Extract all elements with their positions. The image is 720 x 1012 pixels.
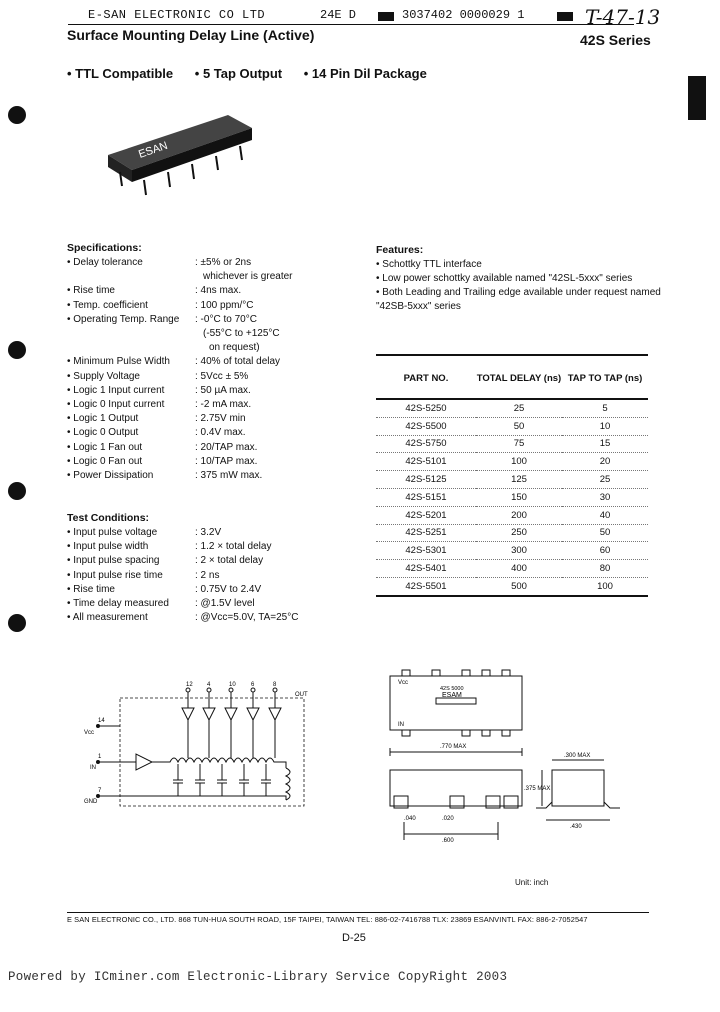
test-conditions-heading: Test Conditions:	[67, 512, 150, 524]
tap-number: 10	[229, 682, 236, 688]
spec-row: on request)	[209, 342, 260, 354]
col-tap-to-tap: TAP TO TAP (ns)	[562, 358, 648, 399]
test-row: • Rise time : 0.75V to 2.4V	[67, 583, 262, 595]
spec-row: • Temp. coefficient : 100 ppm/°C	[67, 299, 254, 311]
spec-row: • Rise time : 4ns max.	[67, 285, 242, 297]
table-row: 42S-5500 50 10	[376, 417, 648, 435]
circuit-schematic	[84, 676, 320, 816]
dim-pin: .020	[442, 816, 454, 822]
highlights	[67, 66, 445, 81]
spec-row: • Logic 0 Fan out : 10/TAP max.	[67, 455, 258, 467]
powered-by: Powered by ICminer.com Electronic-Library Service CopyRight 2003	[8, 970, 508, 984]
package-drawing	[380, 662, 642, 872]
vcc-label: Vcc	[84, 730, 95, 736]
tap-number: 8	[273, 682, 277, 688]
table-top-rule	[376, 354, 648, 356]
test-row: • All measurement : @Vcc=5.0V, TA=25°C	[67, 612, 299, 624]
highlight-item: • TTL Compatible	[67, 66, 174, 81]
binder-hole	[8, 341, 26, 359]
page-title: Surface Mounting Delay Line (Active)	[67, 27, 315, 43]
pin-number: 1	[98, 754, 102, 760]
pkg-in-label: IN	[398, 722, 404, 728]
doc-number: 3037402 0000029 1	[402, 8, 525, 22]
table-row: 42S-5301 300 60	[376, 542, 648, 560]
test-row: • Time delay measured : @1.5V level	[67, 598, 255, 610]
highlight-item: • 14 Pin Dil Package	[303, 66, 427, 81]
section-tab	[688, 76, 706, 120]
series-name: 42S Series	[580, 32, 651, 48]
dim-length: .770 MAX	[440, 744, 467, 750]
pkg-vcc-label: Vcc	[398, 680, 409, 686]
feature-item: • Schottky TTL interface	[376, 259, 482, 270]
dim-pitch: .040	[404, 816, 416, 822]
spec-row: (-55°C to +125°C	[203, 328, 280, 340]
test-conditions-list	[67, 526, 375, 625]
chip-marking: ESAN	[137, 139, 170, 161]
table-header-row	[376, 358, 648, 399]
dim-height: .375 MAX	[524, 786, 551, 792]
table-row: 42S-5251 250 50	[376, 524, 648, 542]
handwritten-note: T-47-13	[585, 5, 661, 29]
spec-row: • Delay tolerance : ±5% or 2ns	[67, 257, 252, 268]
footer-rule	[67, 912, 649, 913]
test-row: • Input pulse width : 1.2 × total delay	[67, 541, 272, 553]
table-row: 42S-5125 125 25	[376, 471, 648, 489]
dim-span: .600	[442, 838, 454, 844]
spec-row: • Supply Voltage : 5Vcc ± 5%	[67, 370, 249, 382]
col-total-delay: TOTAL DELAY (ns)	[476, 358, 562, 399]
spec-row: whichever is greater	[203, 271, 293, 283]
binder-hole	[8, 482, 26, 500]
tap-number: 6	[251, 682, 255, 688]
spec-row: • Logic 0 Input current : -2 mA max.	[67, 399, 252, 411]
features-list	[376, 258, 666, 314]
parts-table	[376, 358, 648, 597]
specifications-heading: Specifications:	[67, 242, 142, 254]
dim-width: .300 MAX	[564, 753, 591, 759]
table-row: 42S-5501 500 100	[376, 577, 648, 595]
table-row: 42S-5101 100 20	[376, 453, 648, 471]
feature-item: • Both Leading and Trailing edge available under request named "42SB-5xxx" series	[376, 287, 661, 312]
page-number: D-25	[342, 932, 366, 944]
unit-label: Unit: inch	[515, 878, 549, 887]
features-heading: Features:	[376, 244, 424, 256]
spec-row: • Operating Temp. Range : -0°C to 70°C	[67, 313, 257, 325]
header-rule	[68, 24, 634, 25]
header-code: 24E D	[320, 8, 357, 22]
test-row: • Input pulse voltage : 3.2V	[67, 527, 222, 538]
spec-row: • Logic 1 Input current : 50 µA max.	[67, 384, 251, 396]
table-row: 42S-5151 150 30	[376, 488, 648, 506]
test-row: • Input pulse spacing : 2 × total delay	[67, 555, 264, 567]
pin-number: 14	[98, 718, 105, 724]
pin-number: 7	[98, 788, 102, 794]
tap-pins	[186, 682, 277, 688]
highlight-item: • 5 Tap Output	[194, 66, 283, 81]
spec-row: • Logic 1 Output : 2.75V min	[67, 413, 246, 425]
footer-address: E SAN ELECTRONIC CO., LTD. 868 TUN-HUA SOUTH ROAD, 15F TAIPEI, TAIWAN TEL: 886-02-7416788 TLX: 23869 ESANVINTL FAX: 886-2-7052547	[67, 915, 588, 924]
feature-item: • Low power schottky available named "42SL-5xxx" series	[376, 273, 633, 284]
table-row: 42S-5250 25 5	[376, 399, 648, 417]
pkg-marking: 42S 5000	[440, 686, 464, 692]
chip-photo	[100, 100, 260, 205]
pkg-marking: ESAM	[442, 692, 462, 699]
spec-row: • Logic 1 Fan out : 20/TAP max.	[67, 441, 258, 453]
tap-number: 4	[207, 682, 211, 688]
table-row: 42S-5201 200 40	[376, 506, 648, 524]
col-part-no: PART NO.	[376, 358, 476, 399]
in-label: IN	[90, 765, 96, 771]
spec-row: • Power Dissipation : 375 mW max.	[67, 470, 263, 482]
gnd-label: GND	[84, 799, 98, 805]
table-row: 42S-5401 400 80	[376, 560, 648, 578]
dim-foot: .430	[570, 824, 582, 830]
tap-number: 12	[186, 682, 193, 688]
binder-hole	[8, 614, 26, 632]
table-row: 42S-5750 75 15	[376, 435, 648, 453]
header-mark	[378, 12, 394, 21]
out-label: OUT	[295, 692, 308, 698]
binder-hole	[8, 106, 26, 124]
spec-row: • Minimum Pulse Width : 40% of total delay	[67, 356, 281, 368]
company-name: E-SAN ELECTRONIC CO LTD	[88, 8, 266, 22]
spec-row: • Logic 0 Output : 0.4V max.	[67, 427, 246, 439]
specifications-list	[67, 256, 359, 483]
header-mark	[557, 12, 573, 21]
test-row: • Input pulse rise time : 2 ns	[67, 569, 220, 581]
